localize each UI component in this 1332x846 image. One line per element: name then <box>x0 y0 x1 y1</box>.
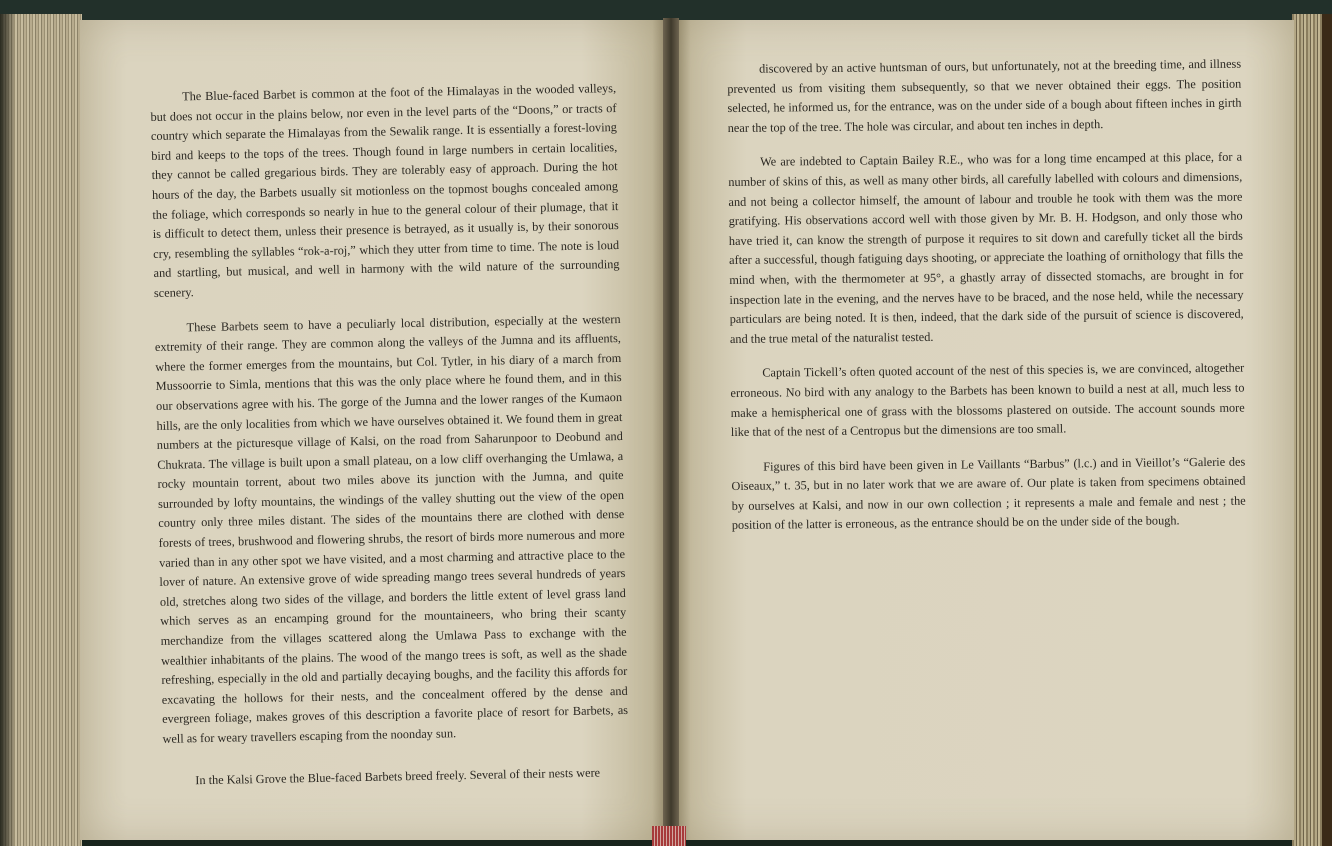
bookmark-ribbon <box>652 826 686 846</box>
paragraph: We are indebted to Captain Bailey R.E., who was for a long time encamped at this place, for a number of skins of this, as well as many other birds, all carefully labelled with colours and dimensions, and not being a collector himself, the amount of labour and trouble he took with them was the more gratifying. His observations accord well with those given by Mr. B. H. Hodgson, and only those who have tried it, can know the strength of purpose it requires to sit down and carefully ticket all the birds after a successful, though fatiguing days shooting, or appreciate the loathing of ornithology that fills the mind when, with the thermometer at 95°, a ghastly array of dissected stomachs, are brought in for inspection late in the evening, and the nerves have to be braced, and the nose held, while the necessary particulars are being noted. It is then, indeed, that the dark side of the pursuit of science is discovered, and the true metal of the naturalist tested. <box>728 149 1244 346</box>
paragraph: Figures of this bird have been given in Le Vaillants “Barbus” (l.c.) and in Vieillot’s “Galerie des Oiseaux,” t. 35, but in no later work that we are aware of. Our plate is taken from specimens obtained by ourselves at Kalsi, and now in our own collection ; it represents a male and female and nest ; the position of the latter is erroneous, as the entrance should be on the under side of the bough. <box>731 454 1246 533</box>
left-page-stack <box>0 14 82 846</box>
paragraph: The Blue-faced Barbet is common at the foot of the Himalayas in the wooded valleys, but does not occur in the plains below, nor even in the level parts of the “Doons,” or tracts of country which separate the Himalayas from the Sewalik range. It is essentially a forest-loving bird and keeps to the tops of the trees. Though found in large numbers in certain localities, they cannot be called gregarious birds. They are tolerably easy of approach. During the hot hours of the day, the Barbets usually sit motionless on the topmost boughs concealed among the foliage, which corresponds so nearly in hue to the general colour of their plumage, that it is difficult to detect them, unless their presence is betrayed, as it usually is, by their sonorous cry, resembling the syllables “rok-a-roj,” which they utter from time to time. The note is loud and startling, but musical, and well in harmony with the wild nature of the surrounding scenery. <box>150 81 620 300</box>
paragraph: Captain Tickell’s often quoted account of the nest of this species is, we are convinced, altogether erroneous. No bird with any analogy to the Barbets has been known to build a nest at all, much less to make a hemispherical one of grass with the blossoms plastered on outside. The account sounds more like that of the nest of a Centropus but the dimensions are too small. <box>730 360 1245 440</box>
paragraph: discovered by an active huntsman of ours, but unfortunately, not at the breeding time, and illness prevented us from visiting them subsequently, so that we never obtained their eggs. The position selected, he informed us, for the entrance, was on the under side of a bough about fifteen inches in girth near the top of the tree. The hole was circular, and about ten inches in depth. <box>727 56 1242 135</box>
paragraph: In the Kalsi Grove the Blue-faced Barbets breed freely. Several of their nests were <box>195 765 601 787</box>
book-gutter <box>663 18 679 846</box>
paragraph: These Barbets seem to have a peculiarly local distribution, especially at the western extremity of their range. They are common along the valleys of the Jumna and its affluents, where the former emerges from the mountains, but Col. Tytler, in his diary of a march from Mussoorrie to Simla, mentions that this was the only place where he found them, and in this our observations agree with his. The gorge of the Jumna and the lower ranges of the Kumaon hills, are the only localities from which we have ourselves obtained it. We found them in great numbers at the picturesque village of Kalsi, on the road from Saharunpoor to Deobund and Chukrata. The village is built upon a small plateau, on a low cliff overhanging the Umlawa, a rocky mountain torrent, about two miles above its junction with the Jumna, and quite surrounded by lofty mountains, the windings of the valley shutting out the view of the open country only three miles distant. The sides of the mountains there are clothed with dense forests of trees, brushwood and flowering shrubs, the resort of birds more numerous and more varied than in any other spot we have visited, and a most charming and attractive place to the lover of nature. An extensive grove of wide spreading mango trees several hundreds of years old, stretches along two sides of the village, and borders the little extent of level grass land which serves as an encamping ground for the mountaineers, who bring their scanty merchandize from the villages scattered along the Umlawa Pass to exchange with the wealthier inhabitants of the plains. The wood of the mango trees is soft, as well as the shade refreshing, especially in the old and partially decaying boughs, and the facility this affords for excavating the hollows for their nests, and the concealment offered by the dense and evergreen foliage, makes groves of this description a favorite place of resort for Barbets, as well as for weary travellers escaping from the noonday sun. <box>154 311 629 746</box>
right-page-stack <box>1292 14 1332 846</box>
left-page-text <box>150 79 630 806</box>
right-page-text <box>727 55 1246 551</box>
